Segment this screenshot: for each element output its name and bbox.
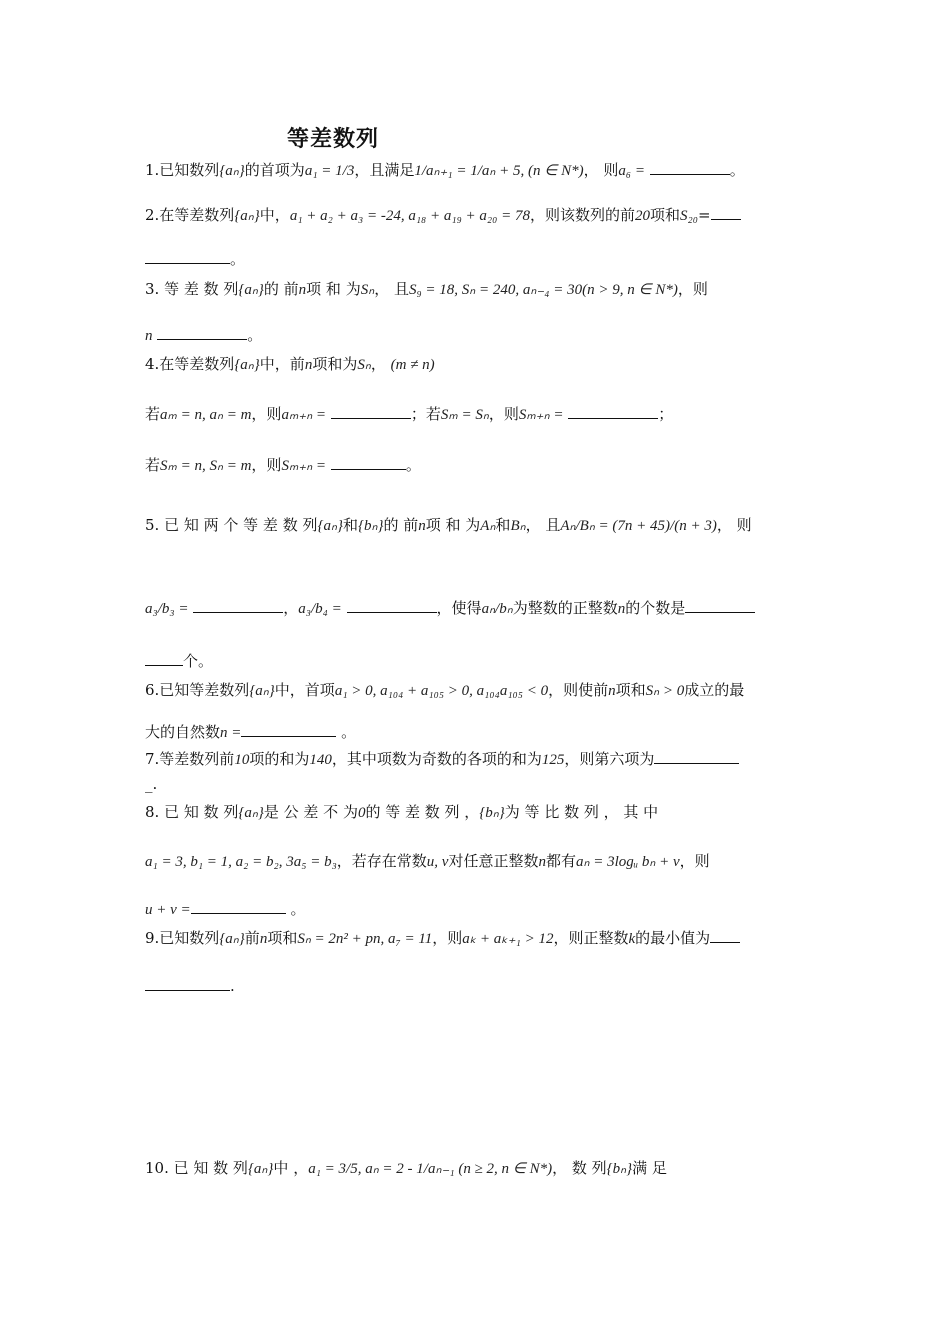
q5-answer-blank-3a[interactable] bbox=[685, 598, 755, 613]
q10-sequence-b: {bₙ} bbox=[606, 1161, 633, 1177]
q8-sequence-a: {aₙ} bbox=[238, 805, 264, 821]
q8-answer-blank[interactable] bbox=[191, 899, 286, 914]
q3-condition: S₉ = 18, Sₙ = 240, aₙ₋₄ = 30(n > 9, n ∈ N*) bbox=[408, 282, 678, 298]
q9-answer-blank-a[interactable] bbox=[710, 928, 740, 943]
q6-text-4: 项和 bbox=[615, 681, 646, 699]
question-2 bbox=[145, 205, 810, 226]
q5-and-2: 和 bbox=[495, 516, 511, 534]
q1-text-4: ， 则 bbox=[583, 161, 619, 179]
q9-text-6: 的最小值为 bbox=[635, 929, 711, 947]
q3-end: 。 bbox=[247, 326, 263, 344]
question-5-line-2 bbox=[145, 598, 810, 619]
q4-text-3: 项和为 bbox=[312, 355, 358, 373]
question-1 bbox=[145, 160, 810, 181]
q4-then-1: ，则 bbox=[251, 405, 282, 423]
q6-sum: Sₙ > 0 bbox=[645, 683, 685, 699]
q2-text-2: 中， bbox=[259, 206, 290, 224]
q5-text-6: 为整数的正整数 bbox=[512, 599, 618, 617]
q9-answer-blank-b[interactable] bbox=[145, 976, 230, 991]
q4-if-2: ；若 bbox=[410, 405, 441, 423]
q7-answer-blank[interactable] bbox=[654, 749, 739, 764]
q6-text-6: 大的自然数 bbox=[145, 723, 221, 741]
q6-text-3: ，则使前 bbox=[548, 681, 609, 699]
q4-target-1: aₘ₊ₙ = bbox=[281, 407, 327, 423]
q5-sequence-b: {bₙ} bbox=[357, 518, 384, 534]
q9-k: k bbox=[628, 931, 636, 947]
q6-n: n bbox=[608, 683, 616, 699]
q2-text: 2.在等差数列 bbox=[145, 206, 235, 224]
q1-target: a₆ = bbox=[618, 163, 645, 179]
q10-text: 10. 已 知 数 列 bbox=[145, 1159, 248, 1177]
q9-text-3: 项和 bbox=[267, 929, 298, 947]
question-4-line-2 bbox=[145, 404, 810, 425]
q4-then-2: ，则 bbox=[488, 405, 519, 423]
q3-text-4: ， 且 bbox=[374, 280, 409, 298]
q6-text-5: 成立的最 bbox=[684, 681, 745, 699]
q6-answer-blank[interactable] bbox=[241, 722, 336, 737]
q8-text-5: ，若存在常数 bbox=[336, 852, 427, 870]
q4-answer-blank-2[interactable] bbox=[568, 404, 658, 419]
q9-text-4: ，则 bbox=[432, 929, 463, 947]
q5-text-2: 的 前 bbox=[383, 516, 419, 534]
q4-cond-1: aₘ = n, aₙ = m bbox=[160, 407, 252, 423]
question-2-cont bbox=[145, 249, 810, 269]
question-5 bbox=[145, 515, 810, 536]
q2-target: S₂₀ bbox=[680, 208, 698, 224]
q4-cond-3: Sₘ = n, Sₙ = m bbox=[160, 458, 252, 474]
q8-text-3: 的 等 差 数 列 ， bbox=[365, 803, 480, 821]
q4-target-2: Sₘ₊ₙ = bbox=[518, 407, 564, 423]
q5-text-7: 的个数是 bbox=[625, 599, 686, 617]
q8-uv: u, v bbox=[426, 854, 449, 870]
q1-end: 。 bbox=[729, 161, 745, 179]
q4-sum: Sₙ bbox=[357, 357, 371, 373]
q7-n: 10 bbox=[234, 752, 250, 768]
q7-total: 140 bbox=[309, 752, 332, 768]
question-9-cont bbox=[145, 976, 810, 996]
q6-text: 6.已知等差数列 bbox=[145, 681, 250, 699]
q7-odd-sum: 125 bbox=[541, 752, 565, 768]
q8-text: 8. 已 知 数 列 bbox=[145, 803, 239, 821]
question-8-line-3 bbox=[145, 899, 810, 920]
question-7 bbox=[145, 749, 810, 770]
question-8 bbox=[145, 802, 810, 823]
q2-condition: a₁ + a₂ + a₃ = -24, a₁₈ + a₁₉ + a₂₀ = 78 bbox=[289, 208, 530, 224]
q3-sum: Sₙ bbox=[360, 282, 375, 298]
q2-answer-blank-a[interactable] bbox=[711, 205, 741, 220]
q6-sequence: {aₙ} bbox=[249, 683, 275, 699]
q4-target-3: Sₘ₊ₙ = bbox=[281, 458, 327, 474]
q3-text-3: 项 和 为 bbox=[306, 280, 361, 298]
q5-answer-blank-3b[interactable] bbox=[145, 651, 183, 666]
q3-n: n bbox=[298, 282, 307, 298]
q4-end: 。 bbox=[405, 456, 421, 474]
q6-end: 。 bbox=[341, 723, 357, 741]
question-8-line-2 bbox=[145, 851, 810, 872]
q8-text-2: 是 公 差 不 为 bbox=[263, 803, 358, 821]
q1-text-2: 的首项为 bbox=[244, 161, 305, 179]
q5-then: ， 则 bbox=[716, 516, 752, 534]
q8-then: ，则 bbox=[679, 852, 710, 870]
question-5-line-3 bbox=[145, 651, 810, 671]
q4-condition: (m ≠ n) bbox=[390, 357, 435, 373]
q5-ratio: Aₙ/Bₙ = (7n + 45)/(n + 3) bbox=[560, 518, 717, 534]
q5-fraction-3: aₙ/bₙ bbox=[481, 601, 513, 617]
q5-answer-blank-2[interactable] bbox=[347, 598, 437, 613]
q4-sequence: {aₙ} bbox=[234, 357, 260, 373]
q4-text: 4.在等差数列 bbox=[145, 355, 235, 373]
q1-text-3: ，且满足 bbox=[354, 161, 415, 179]
q10-text-3: ， 数 列 bbox=[552, 1159, 607, 1177]
question-4: 4.在等差数列{aₙ}中，前n项和为Sₙ， (m ≠ n) bbox=[145, 355, 435, 373]
q4-answer-blank-1[interactable] bbox=[331, 404, 411, 419]
q4-n: n bbox=[304, 357, 313, 373]
q6-target: n = bbox=[220, 725, 242, 741]
q5-and: 和 bbox=[342, 516, 358, 534]
q5-fraction-1: a₃/b₃ = bbox=[145, 601, 189, 617]
q4-then-3: ，则 bbox=[251, 456, 282, 474]
q7-text-4: ，则第六项为 bbox=[564, 750, 655, 768]
question-10 bbox=[145, 1158, 810, 1179]
q8-end: 。 bbox=[290, 900, 306, 918]
q8-text-7: 都有 bbox=[545, 852, 576, 870]
q1-text: 1.已知数列 bbox=[145, 161, 220, 179]
q5-text-3: 项 和 为 bbox=[425, 516, 481, 534]
q2-eq: = bbox=[697, 206, 711, 224]
q3-text-2: 的 前 bbox=[263, 280, 299, 298]
q4-cond-2: Sₘ = Sₙ bbox=[440, 407, 489, 423]
q9-sequence: {aₙ} bbox=[219, 931, 245, 947]
q3-var: n bbox=[145, 328, 153, 344]
q2-sequence: {aₙ} bbox=[234, 208, 260, 224]
q8-text-6: 对任意正整数 bbox=[448, 852, 539, 870]
q9-text-2: 前 bbox=[244, 929, 260, 947]
q8-equation: aₙ = 3logᵤ bₙ + v bbox=[576, 854, 680, 870]
q1-initial-term: a₁ = 1/3 bbox=[304, 163, 355, 179]
question-9 bbox=[145, 928, 810, 949]
q1-answer-blank[interactable] bbox=[650, 160, 730, 175]
q5-text-5: ，使得 bbox=[436, 599, 482, 617]
page-title: 等差数列 bbox=[287, 127, 380, 152]
q10-sequence-a: {aₙ} bbox=[247, 1161, 274, 1177]
question-6-cont bbox=[145, 722, 810, 743]
q4-if-3: 若 bbox=[145, 456, 161, 474]
question-4-line-3 bbox=[145, 455, 810, 476]
q9-n: n bbox=[259, 931, 268, 947]
q7-text-3: ，其中项数为奇数的各项的和为 bbox=[331, 750, 542, 768]
q8-text-4: 为 等 比 数 列 ， 其 中 bbox=[504, 803, 659, 821]
question-3 bbox=[145, 279, 810, 300]
q2-answer-blank-b[interactable] bbox=[145, 249, 230, 264]
q1-recurrence: 1/aₙ₊₁ = 1/aₙ + 5, (n ∈ N*) bbox=[414, 163, 584, 179]
q4-text-2: 中，前 bbox=[259, 355, 305, 373]
q2-text-4: 项和 bbox=[650, 206, 681, 224]
q8-target: u + v = bbox=[145, 902, 191, 918]
q7-text: 7.等差数列前 bbox=[145, 750, 235, 768]
q2-n: 20 bbox=[635, 208, 650, 224]
q3-text: 3. 等 差 数 列 bbox=[145, 280, 239, 298]
q5-fraction-2: a₃/b₄ = bbox=[298, 601, 342, 617]
q5-text-4: ， 且 bbox=[525, 516, 561, 534]
q5-sum-a: Aₙ bbox=[480, 518, 496, 534]
q4-semicolon: ； bbox=[658, 405, 674, 423]
q10-text-2: 中 ， bbox=[273, 1159, 309, 1177]
question-7-cont bbox=[145, 774, 810, 794]
q8-condition: a₁ = 3, b₁ = 1, a₂ = b₂, 3a₅ = b₃ bbox=[145, 854, 337, 870]
q5-sum-b: Bₙ bbox=[510, 518, 526, 534]
q7-end: _. bbox=[145, 775, 158, 793]
question-3-cont bbox=[145, 325, 810, 346]
question-6 bbox=[145, 680, 810, 701]
q5-sequence-a: {aₙ} bbox=[317, 518, 343, 534]
q1-sequence: {aₙ} bbox=[219, 163, 245, 179]
q9-text-5: ，则正整数 bbox=[553, 929, 629, 947]
q6-condition: a₁ > 0, a₁₀₄ + a₁₀₅ > 0, a₁₀₄a₁₀₅ < 0 bbox=[334, 683, 549, 699]
q5-text: 5. 已 知 两 个 等 差 数 列 bbox=[145, 516, 318, 534]
q7-text-2: 项的和为 bbox=[249, 750, 310, 768]
q3-sequence: {aₙ} bbox=[238, 282, 264, 298]
q8-zero: 0 bbox=[357, 805, 366, 821]
q5-end: 个。 bbox=[183, 652, 214, 670]
q8-sequence-b: {bₙ} bbox=[479, 805, 505, 821]
q2-end: 。 bbox=[230, 250, 246, 268]
q10-end: 满 足 bbox=[632, 1159, 667, 1177]
q8-n: n bbox=[538, 854, 546, 870]
q3-then: ，则 bbox=[677, 280, 708, 298]
q10-condition: a₁ = 3/5, aₙ = 2 - 1/aₙ₋₁ (n ≥ 2, n ∈ N*) bbox=[308, 1161, 553, 1177]
q3-answer-blank[interactable] bbox=[157, 325, 247, 340]
q9-end: . bbox=[230, 977, 235, 995]
q4-if: 若 bbox=[145, 405, 161, 423]
q2-text-3: ，则该数列的前 bbox=[529, 206, 635, 224]
q5-comma: ， bbox=[283, 599, 299, 617]
q5-n: n bbox=[418, 518, 426, 534]
q9-condition: Sₙ = 2n² + pn, a₇ = 11 bbox=[297, 931, 433, 947]
q4-answer-blank-3[interactable] bbox=[331, 455, 406, 470]
q9-inequality: aₖ + aₖ₊₁ > 12 bbox=[462, 931, 554, 947]
q9-text: 9.已知数列 bbox=[145, 929, 220, 947]
q5-n-2: n bbox=[617, 601, 626, 617]
q6-text-2: 中，首项 bbox=[274, 681, 335, 699]
q5-answer-blank-1[interactable] bbox=[193, 598, 283, 613]
